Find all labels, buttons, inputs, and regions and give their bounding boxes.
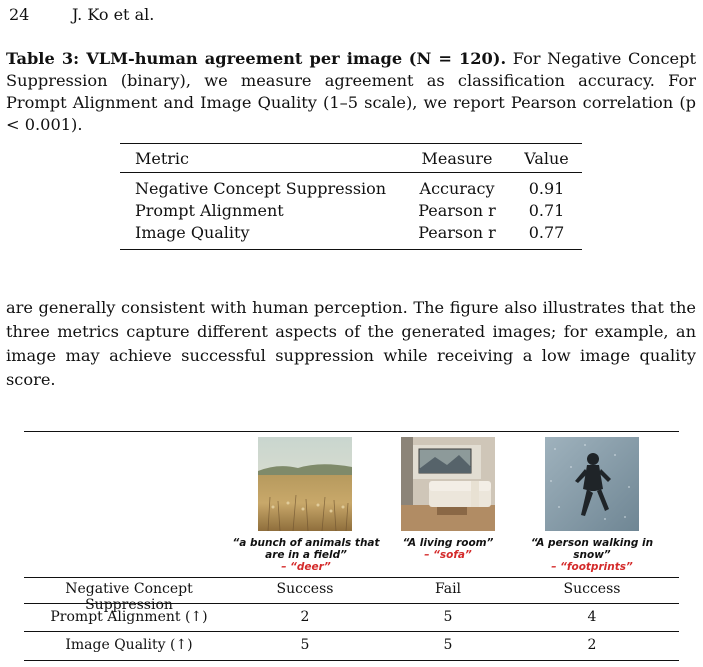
- table-row: [120, 177, 582, 199]
- living-room-photo: [401, 437, 495, 531]
- row-value: 0.77: [528, 222, 565, 242]
- snow-person-photo: [545, 437, 639, 531]
- negative-concept: – “sofa”: [424, 549, 472, 561]
- quality-value: 2: [587, 637, 597, 653]
- field-photo: [258, 437, 352, 531]
- row-label-suppression: Negative Concept Suppression: [65, 581, 193, 613]
- negative-concept: – “deer”: [281, 561, 331, 573]
- caption-n: (N = 120).: [408, 49, 507, 68]
- suppression-value: Success: [563, 581, 621, 597]
- header-measure: Measure: [421, 149, 493, 168]
- caption-text: For Negative Concept Suppression (binary), we measure agreement as classification accuracy. For Prompt Alignment and Image Quality (1–5 scale), we report Pearson correlation (p < 0.001).: [6, 49, 697, 134]
- table-caption: [6, 48, 696, 136]
- row-label-quality: Image Quality (↑): [65, 637, 193, 653]
- row-measure: Pearson r: [418, 200, 496, 220]
- table-row: [120, 199, 582, 221]
- quality-value: 5: [300, 637, 310, 653]
- body-paragraph: are generally consistent with human perception. The figure also illustrates that the three metrics capture different aspects of the generated images; for example, an image may achieve successful suppression while receiving a low image quality score.: [6, 298, 696, 389]
- row-metric: Prompt Alignment: [135, 200, 284, 220]
- table-header-row: [120, 144, 582, 173]
- prompt-caption: “A person walking in snow” – “footprints”: [512, 537, 672, 573]
- row-measure: Pearson r: [418, 222, 496, 242]
- row-metric: Negative Concept Suppression: [135, 178, 387, 198]
- prompt-caption: “a bunch of animals that are in a field” – “deer”: [228, 537, 384, 573]
- suppression-value: Success: [276, 581, 334, 597]
- alignment-value: 5: [443, 609, 453, 625]
- quality-value: 5: [443, 637, 453, 653]
- prompt-caption: “A living room” – “sofa”: [383, 537, 513, 561]
- running-header-authors: J. Ko et al.: [72, 5, 155, 24]
- header-value: Value: [524, 149, 569, 168]
- caption-label: Table 3: VLM-human agreement per image: [6, 49, 403, 68]
- row-value: 0.71: [528, 200, 565, 220]
- negative-concept: – “footprints”: [551, 561, 633, 573]
- figure-rule: [24, 577, 679, 578]
- row-label-alignment: Prompt Alignment (↑): [50, 609, 208, 625]
- alignment-value: 2: [300, 609, 310, 625]
- row-value: 0.91: [528, 178, 565, 198]
- suppression-value: Fail: [434, 581, 462, 597]
- table-row: [120, 221, 582, 243]
- agreement-table: [120, 143, 582, 250]
- row-measure: Accuracy: [419, 178, 495, 198]
- figure-rule: [24, 631, 679, 632]
- page-number: 24: [9, 5, 30, 24]
- row-metric: Image Quality: [135, 222, 250, 242]
- alignment-value: 4: [587, 609, 597, 625]
- header-metric: Metric: [135, 149, 190, 168]
